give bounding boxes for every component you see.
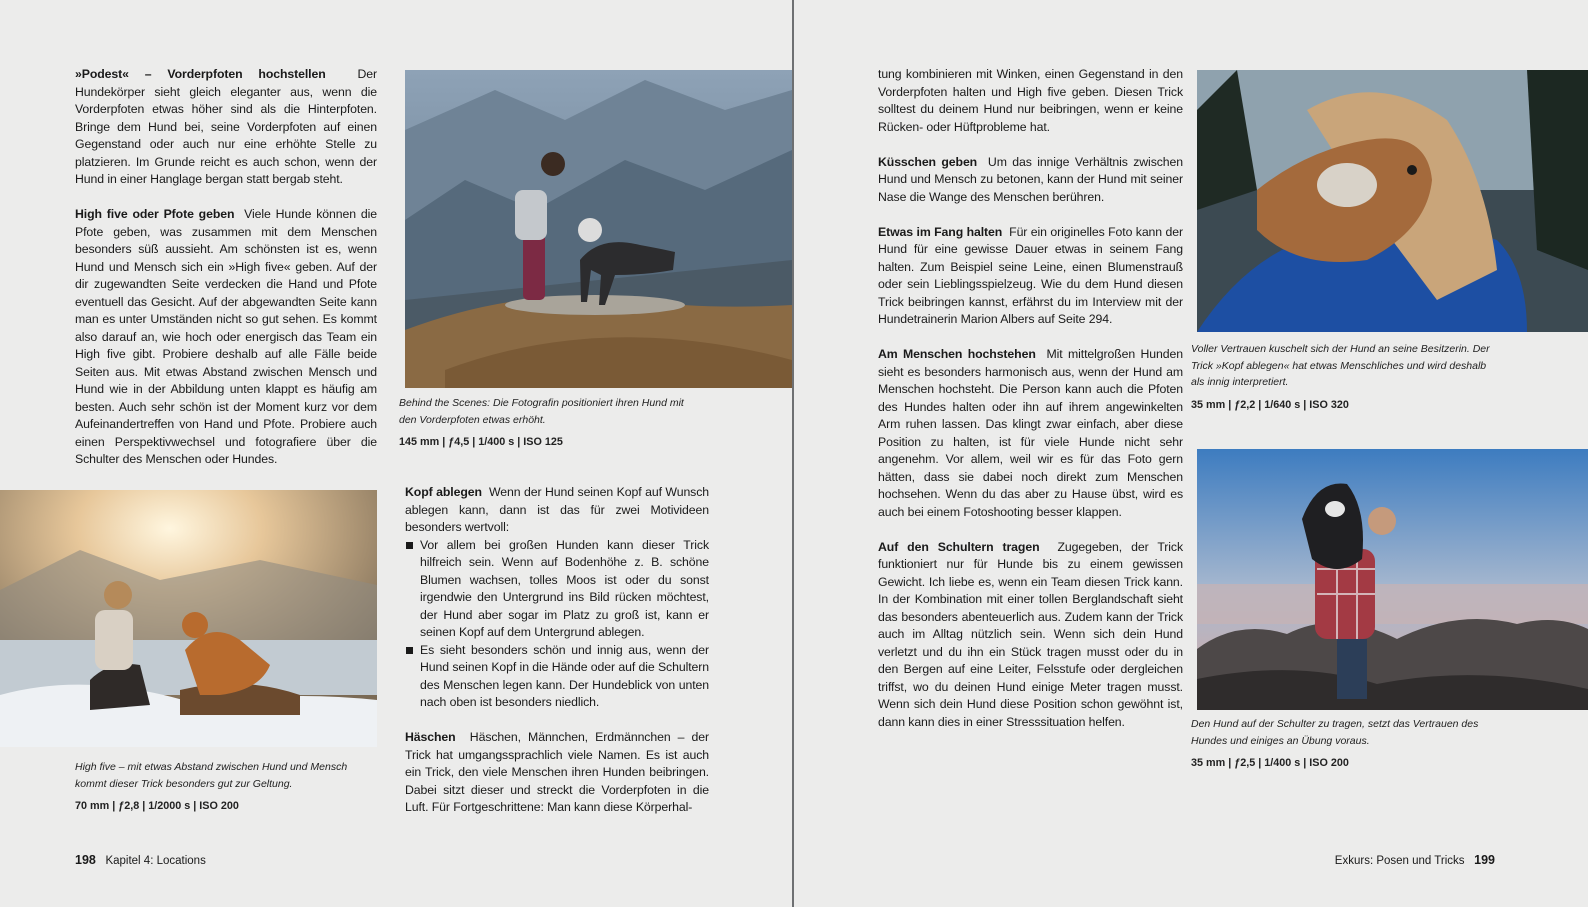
exif-husky: 145 mm | ƒ4,5 | 1/400 s | ISO 125 bbox=[399, 436, 563, 448]
text-fang: Für ein originelles Foto kann der Hund für eine gewisse Dauer etwas in seinem Fang halten. Zum Beispiel seine Leine, einen Blumenstrauß oder sein Lieblingsspielzeug. Wie du dem Hund diesen Trick beibringen kannst, erfährst du im Interview mit der Hundetrainerin Marion Albers auf Seite 294. bbox=[878, 224, 1183, 326]
text-kuesschen: Um das innige Verhältnis zwischen Hund und Mensch zu betonen, kann der Hund mit seiner Nase die Wange des Menschen berühren. bbox=[878, 154, 1184, 204]
caption-husky-text: Behind the Scenes: Die Fotografin positioniert ihren Hund mit den Vorderpfoten etwas erhöht. bbox=[399, 397, 684, 426]
page-number-right: 199 bbox=[1474, 853, 1495, 867]
heading-fang: Etwas im Fang halten bbox=[878, 224, 1003, 239]
exif-hug: 35 mm | ƒ2,2 | 1/640 s | ISO 320 bbox=[1191, 398, 1349, 411]
text-podest: Der Hundekörper sieht gleich eleganter aus, wenn die Vorderpfoten etwas höher sind als die Hinterpfoten. Bringe dem Hund bei, seine Vorderpfoten auf einen Gegenstand oder auch nur eine erhöhte Stelle zu platzieren. Im Grunde reicht es auch schon, wenn der Hund in einer Hanglage bergan statt bergab steht. bbox=[75, 67, 377, 186]
exif-shoulder: 35 mm | ƒ2,5 | 1/400 s | ISO 200 bbox=[1191, 757, 1349, 769]
caption-husky bbox=[399, 395, 699, 451]
photo-dog-hug bbox=[1197, 70, 1588, 332]
paragraph-fang bbox=[878, 224, 1183, 329]
text-kopf-ablegen: Wenn der Hund seinen Kopf auf Wunsch ablegen kann, dann ist das für zwei Motivideen besonders wertvoll: bbox=[405, 485, 710, 534]
heading-high-five: High five oder Pfote geben bbox=[75, 207, 235, 221]
text-haeschen: Häschen, Männchen, Erdmännchen – der Trick hat umgangssprachlich viele Namen. Es ist auch ein Trick, den viele Menschen ihren Hunden beibringen. Dabei sitzt dieser und streckt die Vorderpfoten in die Luft. Für Fortgeschrittene: Man kann diese Körperhal- bbox=[405, 730, 710, 814]
caption-shoulder-text: Den Hund auf der Schulter zu tragen, setzt das Vertrauen des Hundes und einiges an Übung voraus. bbox=[1191, 718, 1479, 747]
caption-hug-text: Voller Vertrauen kuschelt sich der Hund an seine Besitzerin. Der Trick »Kopf ablegen« hat etwas Menschliches und wird deshalb als innig interpretiert. bbox=[1191, 343, 1490, 388]
bullet-item: Es sieht besonders schön und innig aus, wenn der Hund seinen Kopf in die Hände oder auf die Schultern des Menschen legen kann. Der Hundeblick von unten nach oben ist besonders niedlich. bbox=[405, 642, 709, 712]
left-text-column-2 bbox=[405, 484, 709, 834]
heading-kopf-ablegen: Kopf ablegen bbox=[405, 485, 482, 499]
caption-high-five-text: High five – mit etwas Abstand zwischen Hund und Mensch kommt dieser Trick besonders gut zur Geltung. bbox=[75, 761, 348, 790]
exif-high-five: 70 mm | ƒ2,8 | 1/2000 s | ISO 200 bbox=[75, 800, 239, 812]
text-schultern: Zugegeben, der Trick funktioniert nur für Hunde bis zu einem gewissen Gewicht. Ich liebe es, wenn ein Team diesen Trick kann. In der Kombination mit einer tollen Berglandschaft sieht das besonders abenteuerlich aus. Zudem kann der Trick auch im Alltag nützlich sein. Wenn sich dein Hund verletzt und du ihn ein Stück tragen musst oder du in den Bergen auf eine Leiter, Felsstufe oder dergleichen triffst, wo du deinen Hund einige Meter tragen musst. Wenn sich dein Hund diese Position schon gewöhnt ist, dann kann dies in einer Stresssituation helfen. bbox=[878, 539, 1184, 729]
text-continued: tung kombinieren mit Winken, einen Gegenstand in den Vorderpfoten halten und High five geben. Diesen Trick solltest du deinem Hund nur beibringen, wenn er keine Rücken- oder Hüftprobleme hat. bbox=[878, 67, 1183, 134]
photo-dog-on-shoulder bbox=[1197, 449, 1588, 710]
caption-hug bbox=[1191, 341, 1501, 413]
page-number-left: 198 bbox=[75, 853, 96, 867]
paragraph-schultern bbox=[878, 539, 1183, 732]
heading-haeschen: Häschen bbox=[405, 730, 456, 744]
photo-husky-mountain bbox=[405, 70, 792, 388]
running-head-right: Exkurs: Posen und Tricks bbox=[1334, 855, 1465, 867]
heading-schultern: Auf den Schultern tragen bbox=[878, 539, 1040, 554]
right-page bbox=[794, 0, 1588, 907]
bullet-list-kopf-ablegen bbox=[405, 537, 709, 712]
paragraph-haeschen bbox=[405, 729, 709, 817]
caption-shoulder bbox=[1191, 716, 1491, 772]
text-high-five: Viele Hunde können die Pfote geben, was zusammen mit dem Menschen besonders süß aussieht. Am schönsten ist es, wenn Hund und Mensch sich ein »High five« geben. Auf der dir zugewandten Seite verdecken die Hand und Pfote eventuell das Gesicht. Auf der abgewandten Seite kann man es unter Umständen nicht so gut sehen. Es kommt also darauf an, wie hoch oder energisch das Team ein High five gibt. Probiere deshalb auf alle Fälle beide Seiten aus. Mit etwas Abstand zwischen Mensch und Hund wie in der Abbildung unten klappt es häufig am besten. Auch sehr schön ist der Moment kurz vor dem Aufeinandertreffen von Hand und Pfote. Probiere auch einen Perspektivwechsel und fotografiere über die Schulter des Menschen oder Hundes. bbox=[75, 207, 377, 466]
paragraph-high-five bbox=[75, 206, 377, 469]
left-footer bbox=[75, 853, 206, 867]
left-page bbox=[0, 0, 792, 907]
heading-podest: »Podest« – Vorderpfoten hochstellen bbox=[75, 67, 326, 81]
left-text-column-1 bbox=[75, 66, 377, 486]
right-footer bbox=[1335, 853, 1495, 867]
heading-hochstehen: Am Menschen hochstehen bbox=[878, 347, 1036, 361]
heading-kuesschen: Küsschen geben bbox=[878, 154, 978, 169]
paragraph-hochstehen bbox=[878, 346, 1183, 521]
paragraph-kopf-ablegen bbox=[405, 484, 709, 537]
paragraph-continued bbox=[878, 66, 1183, 136]
text-hochstehen: Mit mittelgroßen Hunden sieht es besonders harmonisch aus, wenn der Hund am Menschen hochsteht. Die Person kann auch die Pfoten des Hundes halten oder ihn auf ihrem angewinkelten Arm ruhen lassen. Das klingt zwar einfach, aber diese Position zu halten, ist für viele Hunde nicht sehr angenehm. Vor allem, weil wir es für das Foto gern hätten, dass sie dabei noch direkt zum Menschen hochsehen. Wenn du das aber zu Hause übst, wird es auch bei einem Fotoshooting besser klappen. bbox=[878, 347, 1183, 519]
paragraph-kuesschen bbox=[878, 154, 1183, 207]
bullet-item: Vor allem bei großen Hunden kann dieser Trick hilfreich sein. Wenn auf Bodenhöhe z. B. schöne Blumen wachsen, tolles Moos ist oder du sonst irgendwie den Untergrund ins Bild rücken möchtest, der Hund aber sogar im Platz zu groß ist, kann er seinen Kopf auf dem Untergrund ablegen. bbox=[405, 537, 709, 642]
running-head-left: Kapitel 4: Locations bbox=[105, 855, 206, 867]
paragraph-podest bbox=[75, 66, 377, 189]
right-text-column bbox=[878, 66, 1183, 749]
photo-high-five-lake bbox=[0, 490, 377, 747]
caption-high-five bbox=[75, 759, 380, 815]
